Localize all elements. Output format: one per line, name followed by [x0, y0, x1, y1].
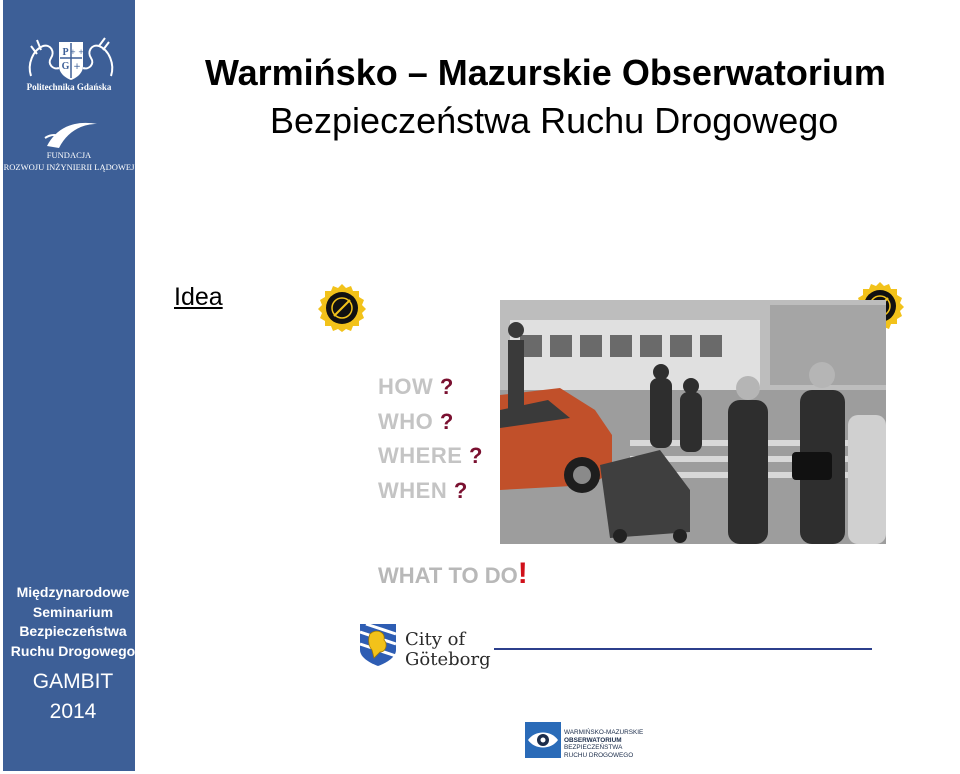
observatory-eye-icon: [525, 722, 561, 758]
city-of-goteborg-logo: [405, 630, 491, 670]
observatory-line: RUCHU DROGOWEGO: [564, 751, 634, 759]
observatory-logo-text: [564, 729, 643, 759]
no-sign-badge-icon: [317, 283, 367, 333]
event-name: GAMBIT: [32, 670, 114, 693]
question-when: WHEN ?: [378, 478, 468, 503]
sidebar: [3, 0, 135, 771]
observatory-line: BEZPIECZEŃSTWA: [564, 744, 623, 752]
politechnika-crest-icon: [25, 36, 117, 84]
observatory-line: WARMIŃSKO-MAZURSKIE: [564, 729, 644, 736]
seminar-line: Bezpieczeństwa: [19, 623, 127, 639]
divider-line: [494, 648, 872, 650]
university-name: Politechnika Gdańska: [26, 82, 112, 92]
observatory-line: OBSERWATORIUM: [564, 736, 622, 744]
slide-title-line1: Warmińsko – Mazurskie Obserwatorium: [205, 52, 886, 93]
seminar-line: Międzynarodowe: [16, 584, 130, 600]
slide-title-line2: Bezpieczeństwa Ruchu Drogowego: [270, 100, 839, 141]
foundation-name-line2: ROZWOJU INŻYNIERII LĄDOWEJ: [3, 162, 135, 172]
goteborg-crest-icon: [358, 622, 398, 668]
seminar-line: Ruchu Drogowego: [10, 642, 136, 659]
what-to-do-heading: WHAT TO DO!: [378, 557, 528, 590]
event-year: 2014: [49, 700, 97, 723]
street-crossing-photo: [500, 300, 886, 544]
foundation-swoosh-icon: [43, 120, 101, 150]
question-how: HOW ?: [378, 374, 454, 399]
svg-text:+: +: [73, 62, 81, 72]
svg-text:P: P: [62, 47, 69, 58]
svg-text:G: G: [61, 61, 70, 72]
seminar-title: [3, 583, 143, 661]
question-where: WHERE ?: [378, 443, 483, 468]
city-logo-line1: City of: [405, 629, 466, 650]
svg-text:+ +: + +: [70, 48, 84, 56]
city-logo-line2: Göteborg: [405, 649, 491, 670]
question-who: WHO ?: [378, 409, 454, 434]
section-label: Idea: [174, 283, 223, 311]
foundation-name-line1: FUNDACJA: [46, 150, 92, 160]
seminar-line: Seminarium: [32, 603, 114, 620]
